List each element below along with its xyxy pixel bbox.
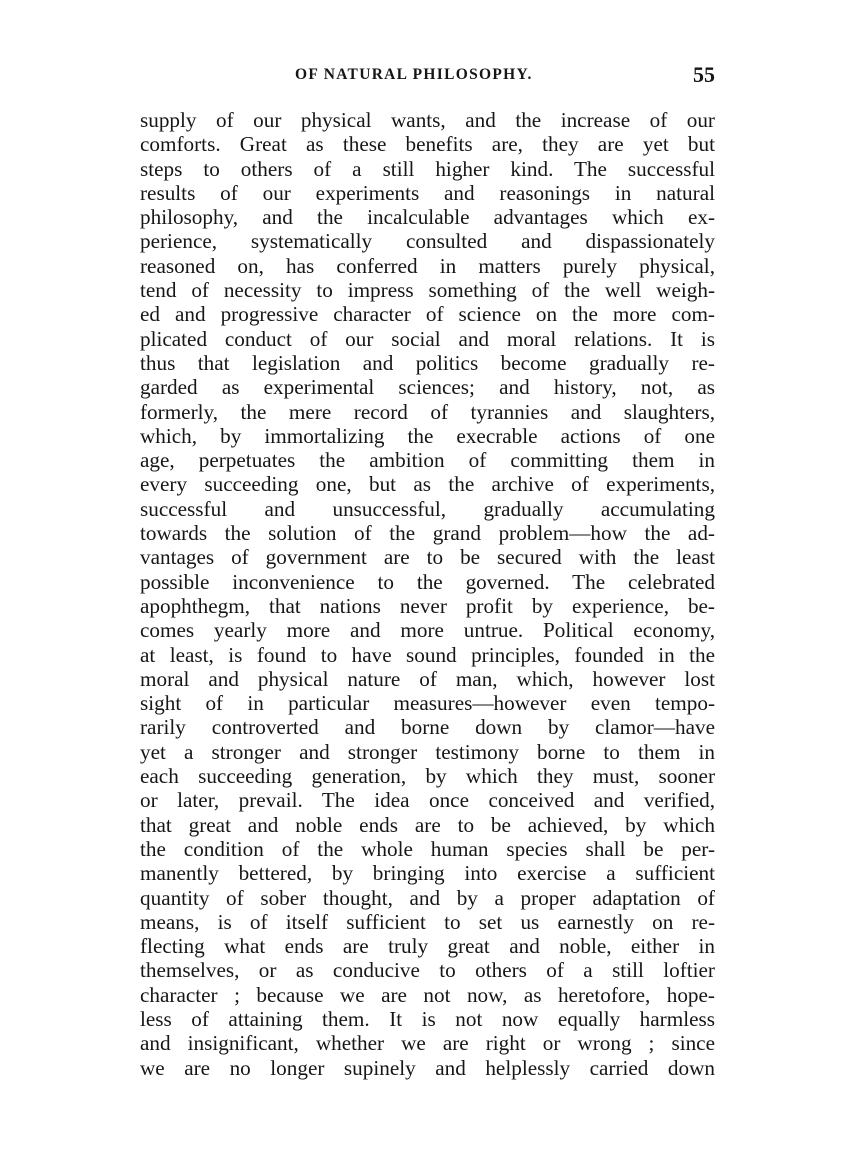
text-line: vantages of government are to be secured with the least [140,545,715,570]
text-line: philosophy, and the incalculable advantages which ex- [140,205,715,230]
text-line: moral and physical nature of man, which, however lost [140,666,715,691]
text-line: quantity of sober thought, and by a proper adaptation of [140,885,715,910]
text-line: that great and noble ends are to be achieved, by which [140,812,715,837]
text-line: themselves, or as conducive to others of a still loftier [140,958,715,983]
text-line: every succeeding one, but as the archive of experiments, [140,472,715,497]
text-line: and insignificant, whether we are right or wrong ; since [140,1031,715,1056]
text-line: which, by immortalizing the execrable actions of one [140,423,715,448]
text-line: comes yearly more and more untrue. Political economy, [140,618,715,643]
text-line: comforts. Great as these benefits are, they are yet but [140,132,715,157]
text-line: steps to others of a still higher kind. The successful [140,156,715,181]
text-line: formerly, the mere record of tyrannies and slaughters, [140,399,715,424]
text-line: towards the solution of the grand problem—how the ad- [140,521,715,546]
text-line: perience, systematically consulted and dispassionately [140,229,715,254]
text-line: tend of necessity to impress something of the well weigh- [140,278,715,303]
running-head [140,62,715,92]
text-line: reasoned on, has conferred in matters purely physical, [140,253,715,278]
text-line: we are no longer supinely and helplessly carried down [140,1055,715,1080]
text-line: at least, is found to have sound principles, founded in the [140,642,715,667]
text-line: yet a stronger and stronger testimony borne to them in [140,739,715,764]
page-number: 55 [693,62,715,87]
running-title: OF NATURAL PHILOSOPHY. [295,66,533,83]
text-line: means, is of itself sufficient to set us earnestly on re- [140,909,715,934]
text-line: character ; because we are not now, as heretofore, hope- [140,982,715,1007]
body-text [140,108,715,1080]
text-line: rarily controverted and borne down by clamor—have [140,715,715,740]
text-line: manently bettered, by bringing into exercise a sufficient [140,861,715,886]
text-line: successful and unsuccessful, gradually accumulating [140,496,715,521]
text-line: plicated conduct of our social and moral relations. It is [140,326,715,351]
text-line: results of our experiments and reasonings in natural [140,180,715,205]
text-line: supply of our physical wants, and the increase of our [140,108,715,132]
text-line: the condition of the whole human species shall be per- [140,836,715,861]
text-line: sight of in particular measures—however even tempo- [140,691,715,716]
text-line: thus that legislation and politics become gradually re- [140,350,715,375]
text-line: flecting what ends are truly great and noble, either in [140,934,715,959]
text-line: garded as experimental sciences; and history, not, as [140,375,715,400]
text-line: age, perpetuates the ambition of committing them in [140,448,715,473]
text-line: possible inconvenience to the governed. The celebrated [140,569,715,594]
text-line: ed and progressive character of science on the more com- [140,302,715,327]
text-line: or later, prevail. The idea once conceived and verified, [140,788,715,813]
text-line: less of attaining them. It is not now equally harmless [140,1006,715,1031]
text-line: apophthegm, that nations never profit by experience, be- [140,593,715,618]
text-line: each succeeding generation, by which they must, sooner [140,764,715,789]
